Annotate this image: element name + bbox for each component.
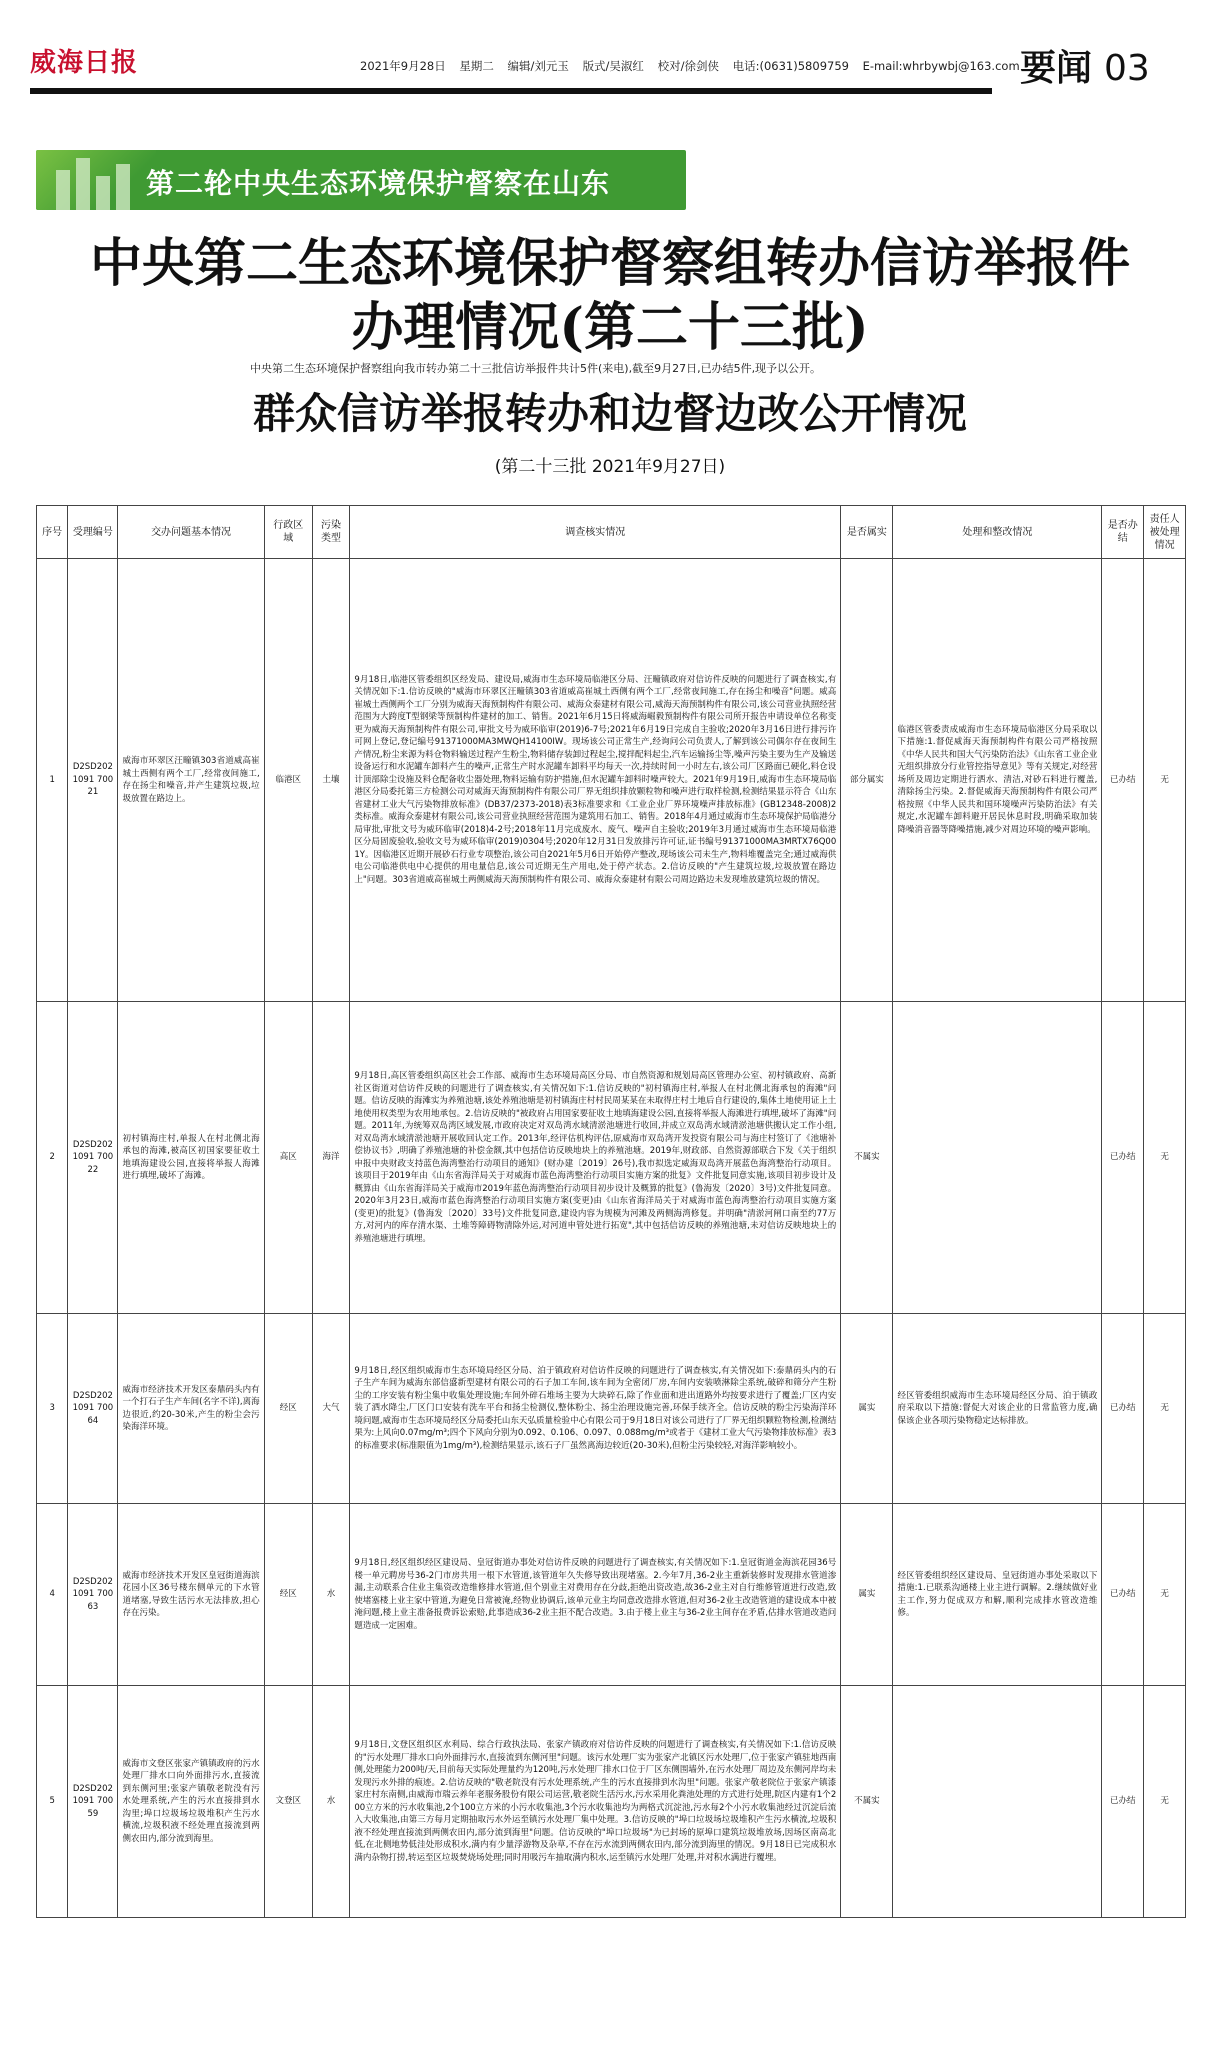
verified-status-cell: 属实	[841, 1504, 893, 1686]
section-label	[1020, 40, 1150, 91]
region-cell: 高区	[264, 1002, 312, 1314]
issue-summary-cell: 威海市文登区张家产镇镇政府的污水处理厂排水口向外面排污水,直接流到东侧河里;张家产镇敬老院没有污水处理系统,产生的污水直接排到水沟里;埠口垃圾场垃圾堆积产生污水横流,垃圾积液不经处理直接流到两侧农田内,部分流到海里。	[118, 1686, 264, 1918]
row-number-cell: 1	[37, 559, 68, 1002]
verified-status-cell: 属实	[841, 1314, 893, 1504]
column-header: 受理编号	[68, 506, 118, 559]
phone: 电话:(0631)5809759	[732, 59, 849, 73]
receipt-id-cell: D2SD2021091 70059	[68, 1686, 118, 1918]
accountability-cell: 无	[1144, 1314, 1186, 1504]
proofreader: 校对/徐剑侠	[657, 59, 719, 73]
table-row	[37, 559, 1186, 1002]
completion-status-cell: 已办结	[1102, 559, 1144, 1002]
pollution-type-cell: 土壤	[312, 559, 350, 1002]
newspaper-logo: 威海日报	[30, 48, 139, 78]
table-row	[37, 1504, 1186, 1686]
receipt-id-cell: D2SD2021091 70021	[68, 559, 118, 1002]
row-number-cell: 3	[37, 1314, 68, 1504]
column-header: 是否办结	[1102, 506, 1144, 559]
column-header: 责任人被处理情况	[1144, 506, 1186, 559]
headline-line1: 中央第二生态环境保护督察组转办信访举报件	[89, 233, 1130, 294]
table-row	[37, 1002, 1186, 1314]
accountability-cell: 无	[1144, 1686, 1186, 1918]
accountability-cell: 无	[1144, 1002, 1186, 1314]
handling-measures-cell: 经区管委组织经区建设局、皇冠街道办事处采取以下措施:1.已联系沟通楼上业主进行调解。2.继续做好业主工作,努力促成双方和解,顺利完成排水管改造维修。	[893, 1504, 1102, 1686]
column-header: 调查核实情况	[350, 506, 841, 559]
handling-measures-cell: 经区管委组织威海市生态环境局经区分局、泊于镇政府采取以下措施:督促大对该企业的日常监管力度,确保该企业各项污染物稳定达标排放。	[893, 1314, 1102, 1504]
table-row	[37, 1686, 1186, 1918]
building-graphic	[56, 170, 70, 210]
row-number-cell: 2	[37, 1002, 68, 1314]
investigation-cell: 9月18日,经区组织威海市生态环境局经区分局、泊于镇政府对信访件反映的问题进行了调查核实,有关情况如下:泰鼎码头内的石子生产车间为威海东部信盛新型建材有限公司的石子加工车间,该车间为全密闭厂房,车间内安装喷淋除尘系统,破碎和筛分产生粉尘的工序安装有粉尘集中收集处理设施;车间外碎石堆场主要为大块碎石,除了作业面和进出道路外均按要求进行了覆盖;厂区内安装了洒水降尘,厂区门口安装有洗车平台和扬尘检测仪,整体粉尘、扬尘治理设施完善,环保手续齐全。信访反映的粉尘污染海洋环境问题,威海市生态环境局经区分局委托山东天弘质量检验中心有限公司于9月18日对该公司进行了厂界无组织颗粒物检测,检测结果为:上风向0.07mg/m³;四个下风向分别为0.092、0.106、0.097、0.088mg/m³或者于《建材工业大气污染物排放标准》表3的标准要求(标准限值为1mg/m³),检测结果显示,该石子厂虽然离海边较近(20-30米),但粉尘污染较轻,对海洋影响较小。	[350, 1314, 841, 1504]
banner-text: 第二轮中央生态环境保护督察在山东	[146, 167, 611, 200]
region-cell: 文登区	[264, 1686, 312, 1918]
investigation-cell: 9月18日,高区管委组织高区社会工作部、威海市生态环境局高区分局、市自然资源和规划局高区管理办公室、初村镇政府、高新社区街道对信访件反映的问题进行了调查核实,有关情况如下:1.信访反映的"初村镇海庄村,举报人在村北侧北海承包的海滩"问题。信访反映的海滩实为养殖池塘,该处养殖池塘是初村镇海庄村村民周某某在未取得庄村土地后自行建设的,集体土地使用证上土地使用权类型为农用地承包。2.信访反映的"被政府占用国家要征收土地填海建设公园,直接将举报人海滩进行填埋,破坏了海滩"问题。2011年,为统筹双岛湾区域发展,市政府决定对双岛湾水域清淤池塘进行收回,并成立双岛湾水域清淤池塘供搬认定工作小组,对双岛湾水域清淤池塘开展收回认定工作。2013年,经评估机构评估,原威海市双岛湾开发投资有限公司与海庄村签订了《池塘补偿协议书》,明确了养殖池塘的补偿金额,其中包括信访反映地块上的养殖池塘。2019年,财政部、自然资源部联合下发《关于组织申报中央财政支持蓝色海湾整治行动项目的通知》(财办建〔2019〕26号),我市拟选定威海双岛湾开展蓝色海湾整治行动项目。该项目于2019年由《山东省海洋局关于对威海市蓝色海湾整治行动项目实施方案的批复》文件批复同意实施,该项目初步设计及概算由《山东省海洋局关于威海市2019年蓝色海湾整治行动项目初步设计及概算的批复》(鲁海发〔2020〕3号)文件批复同意。2020年3月23日,威海市蓝色海湾整治行动项目实施方案(变更)由《山东省海洋局关于对威海市蓝色海湾整治行动项目实施方案(变更)的批复》(鲁海发〔2020〕33号)文件批复同意,建设内容为规模为河滩及两侧海湾修复。并明确"清淤河闸口南至约77万方,对河内的库存清水渠、土堆等障碍物清除外运,对河道申管处进行拓宽",其中包括信访反映的养殖池塘,未对信访反映地块上的养殖池塘进行填埋。	[350, 1002, 841, 1314]
region-cell: 经区	[264, 1314, 312, 1504]
header-rule	[30, 88, 992, 94]
completion-status-cell: 已办结	[1102, 1314, 1144, 1504]
region-cell: 临港区	[264, 559, 312, 1002]
issue-weekday: 星期二	[459, 59, 494, 73]
region-cell: 经区	[264, 1504, 312, 1686]
headline-line2: 办理情况(第二十三批)	[351, 297, 869, 358]
investigation-cell: 9月18日,经区组织经区建设局、皇冠街道办事处对信访件反映的问题进行了调查核实,有关情况如下:1.皇冠街道金海滨花园36号楼一单元聘房号36-2门市房共用一根下水管道,该管道年久失修导致出现堵塞。2.今年7月,36-2业主重新装修时发现排水管道渗漏,主动联系合住业主集资改造维修排水管道,但个别业主对费用存在分歧,拒绝出资改造,故36-2业主对自行维修管道进行改造,致使堵塞楼上业主家中管道,为避免日常被淹,经物业协调后,该单元业主均同意改造排水管道,但对36-2业主改造管道的建设成本中被淹问题,楼上业主准备报费诉讼索赔,此事造成36-2业主拒不配合改造。3.由于楼上业主与36-2业主间存在矛盾,估排水管道改造问题造成一定困难。	[350, 1504, 841, 1686]
row-number-cell: 4	[37, 1504, 68, 1686]
issue-meta	[360, 58, 1030, 74]
subheadline: 群众信访举报转办和边督边改公开情况	[252, 389, 967, 438]
handling-measures-cell	[893, 1002, 1102, 1314]
building-graphic	[96, 176, 110, 210]
building-graphic	[116, 164, 130, 210]
investigation-cell: 9月18日,临港区管委组织区经发局、建设局,威海市生态环境局临港区分局、汪疃镇政府对信访件反映的问题进行了调查核实,有关情况如下:1.信访反映的"威海市环翠区汪疃镇303省道威高崔城土西侧有两个工厂,经常夜间施工,存在扬尘和噪音"问题。威高崔城土西侧两个工厂分别为威海天海预制构件有限公司、威海众泰建材有限公司,威海天海预制构件有限公司,该公司营业执照经营范围为大跨度T型钢梁等预制构件建材的加工、销售。2021年6月15日将威海崛毅预制构件有限公司所开报告申请设单位名称变更为威海天海预制构件有限公司,审批文号为威环临审(2019)6-7号;2021年6月19日完成自主验收;2020年3月16日进行排污许可网上登记,登记编号91371000MA3MWQH14100IW。现场该公司正常生产,经询问公司负责人,了解到该公司偶尔存在夜间生产情况,粉尘来源为料仓物料输送过程产生粉尘,物料储存装卸过程起尘,搅拌配料起尘,汽车运输扬尘等,噪声污染主要为生产及输送设备运行和水泥罐车卸料产生的噪声,正常生产时水泥罐车卸料平均每天一次,持续时间一小时左右,该公司厂区路面已硬化,料仓设计顶部除尘设施及料仓配备收尘器处理,物料运输有防护措施,但水泥罐车卸料时噪声较大。2021年9月19日,威海市生态环境局临港区分局委托第三方检测公司对威海天海预制构件有限公司厂界无组织排放颗粒物和噪声进行取样检测,检测结果显示符合《山东省建材工业大气污染物排放标准》(DB37/2373-2018)表3标准要求和《工业企业厂界环境噪声排放标准》(GB12348-2008)2类标准。威海众泰建材有限公司,该公司营业执照经营范围为建筑用石加工、销售。2018年4月通过威海市生态环境保护局临港分局审批,审批文号为威环临审(2018)4-2号;2018年11月完成废水、废气、噪声自主验收;2019年3月通过威海市生态环境局临港区分局固废验收,验收文号为威环临审(2019)0304号;2020年12月31日发放排污许可证,证书编号91371000MA3MRTX76Q001Y。因临港区近期开展砂石行业专项整治,该公司自2021年5月6日开始停产整改,现场该公司未生产,物料堆覆盖完全;通过威海供电公司临港供电中心提供的用电量信息,该公司近期无生产用电,处于停产状态。2.信访反映的"产生建筑垃圾,垃圾放置在路边上"问题。303省道威高崔城土两侧威海天海预制构件有限公司、威海众泰建材有限公司周边路边未发现堆放建筑垃圾的情况。	[350, 559, 841, 1002]
pollution-type-cell: 水	[312, 1686, 350, 1918]
column-header: 交办问题基本情况	[118, 506, 264, 559]
issue-summary-cell: 威海市经济技术开发区皇冠街道海滨花园小区36号楼东侧单元的下水管道堵塞,导致生活污水无法排放,担心存在污染。	[118, 1504, 264, 1686]
column-header: 污染类型	[312, 506, 350, 559]
receipt-id-cell: D2SD2021091 70064	[68, 1314, 118, 1504]
topic-banner	[36, 150, 686, 210]
section-name: 要闻	[1020, 48, 1093, 89]
verified-status-cell: 不属实	[841, 1002, 893, 1314]
building-graphic	[76, 158, 90, 210]
investigation-cell: 9月18日,文登区组织区水利局、综合行政执法局、张家产镇政府对信访件反映的问题进行了调查核实,有关情况如下:1.信访反映的"污水处理厂排水口向外面排污水,直接流到东侧河里"问题。该污水处理厂实为张家产北镇区污水处理厂,位于张家产镇驻地西南侧,处理能力200吨/天,目前每天实际处理量约为120吨,污水处理厂排水口位于厂区东侧围墙外,在污水处理厂周边及东侧河岸均未发现污水外排的痕迹。2.信访反映的"敬老院没有污水处理系统,产生的污水直接排到水沟里"问题。张家产敬老院位于张家产镇漆家庄村东南侧,由威海市瑞云养年老服务股份有限公司运营,敬老院生活污水,污水采用化粪池处理的方式进行处理,院区内建有1个200立方米的污水收集池,2个100立方米的小污水收集池,3个污水收集池均为两格式沉淀池,污水每2个小污水收集池经过沉淀后流入大收集池,由第三方每月定期抽取污水外运至镇污水处理厂集中处理。3.信访反映的"埠口垃圾场垃圾堆积产生污水横流,垃圾积液不经处理直接流到两侧农田内,部分流到海里"问题。信访反映的"埠口垃圾场"为已封场的原埠口建筑垃圾堆放场,因场区南高北低,在北侧地势低洼处形成积水,满内有少量浮游物及杂草,不存在污水流到两侧农田内,部分流到海里的情况。9月18日已完成积水满内杂物打捞,转运至区垃圾焚烧场处理;同时用吸污车抽取满内积水,运至镇污水处理厂处理,并对积水满进行覆埋。	[350, 1686, 841, 1918]
completion-status-cell: 已办结	[1102, 1504, 1144, 1686]
receipt-id-cell: D2SD2021091 70022	[68, 1002, 118, 1314]
page-number: 03	[1104, 48, 1150, 89]
email: E-mail:whrbywbj@163.com	[862, 59, 1020, 73]
layout-editor: 版式/吴淑红	[582, 59, 644, 73]
issue-summary-cell: 威海市环翠区汪疃镇303省道威高崔城土西侧有两个工厂,经常夜间施工,存在扬尘和噪音,并产生建筑垃圾,垃圾放置在路边上。	[118, 559, 264, 1002]
row-number-cell: 5	[37, 1686, 68, 1918]
column-header: 处理和整改情况	[893, 506, 1102, 559]
accountability-cell: 无	[1144, 1504, 1186, 1686]
pollution-type-cell: 海洋	[312, 1002, 350, 1314]
issue-summary-cell: 初村镇海庄村,单报人在村北侧北海承包的海滩,被高区初国家要征收土地填海建设公园,直接将举报人海滩进行填埋,破坏了海滩。	[118, 1002, 264, 1314]
column-header: 序号	[37, 506, 68, 559]
petition-table	[36, 505, 1186, 1918]
handling-measures-cell: 临港区管委责成威海市生态环境局临港区分局采取以下措施:1.督促威海天海预制构件有限公司严格按照《中华人民共和国大气污染防治法》《山东省工业企业无组织排放分行业管控指导意见》等有关规定,对经营场所及周边定期进行洒水、清洁,对砂石料进行覆盖,清除扬尘污染。2.督促威海天海预制构件有限公司严格按照《中华人民共和国环境噪声污染防治法》有关规定,水泥罐车卸料避开居民休息时段,明确采取加装降噪消音器等降噪措施,减少对周边环境的噪声影响。	[893, 559, 1102, 1002]
verified-status-cell: 部分属实	[841, 559, 893, 1002]
editor: 编辑/刘元玉	[507, 59, 569, 73]
completion-status-cell: 已办结	[1102, 1002, 1144, 1314]
verified-status-cell: 不属实	[841, 1686, 893, 1918]
table-header-row	[37, 506, 1186, 559]
issue-date: 2021年9月28日	[360, 59, 446, 73]
pollution-type-cell: 大气	[312, 1314, 350, 1504]
column-header: 是否属实	[841, 506, 893, 559]
handling-measures-cell	[893, 1686, 1102, 1918]
batch-date: (第二十三批 2021年9月27日)	[494, 457, 726, 477]
accountability-cell: 无	[1144, 559, 1186, 1002]
headline-note: 中央第二生态环境保护督察组向我市转办第二十三批信访举报件共计5件(来电),截至9月27日,已办结5件,现予以公开。	[250, 362, 822, 375]
receipt-id-cell: D2SD2021091 70063	[68, 1504, 118, 1686]
column-header: 行政区域	[264, 506, 312, 559]
pollution-type-cell: 水	[312, 1504, 350, 1686]
headline	[30, 232, 1190, 360]
issue-summary-cell: 威海市经济技术开发区泰鼎码头内有一个打石子生产车间(名字不详),离海边很近,约20-30米,产生的粉尘会污染海洋环境。	[118, 1314, 264, 1504]
completion-status-cell: 已办结	[1102, 1686, 1144, 1918]
table-row	[37, 1314, 1186, 1504]
masthead	[30, 40, 1190, 90]
